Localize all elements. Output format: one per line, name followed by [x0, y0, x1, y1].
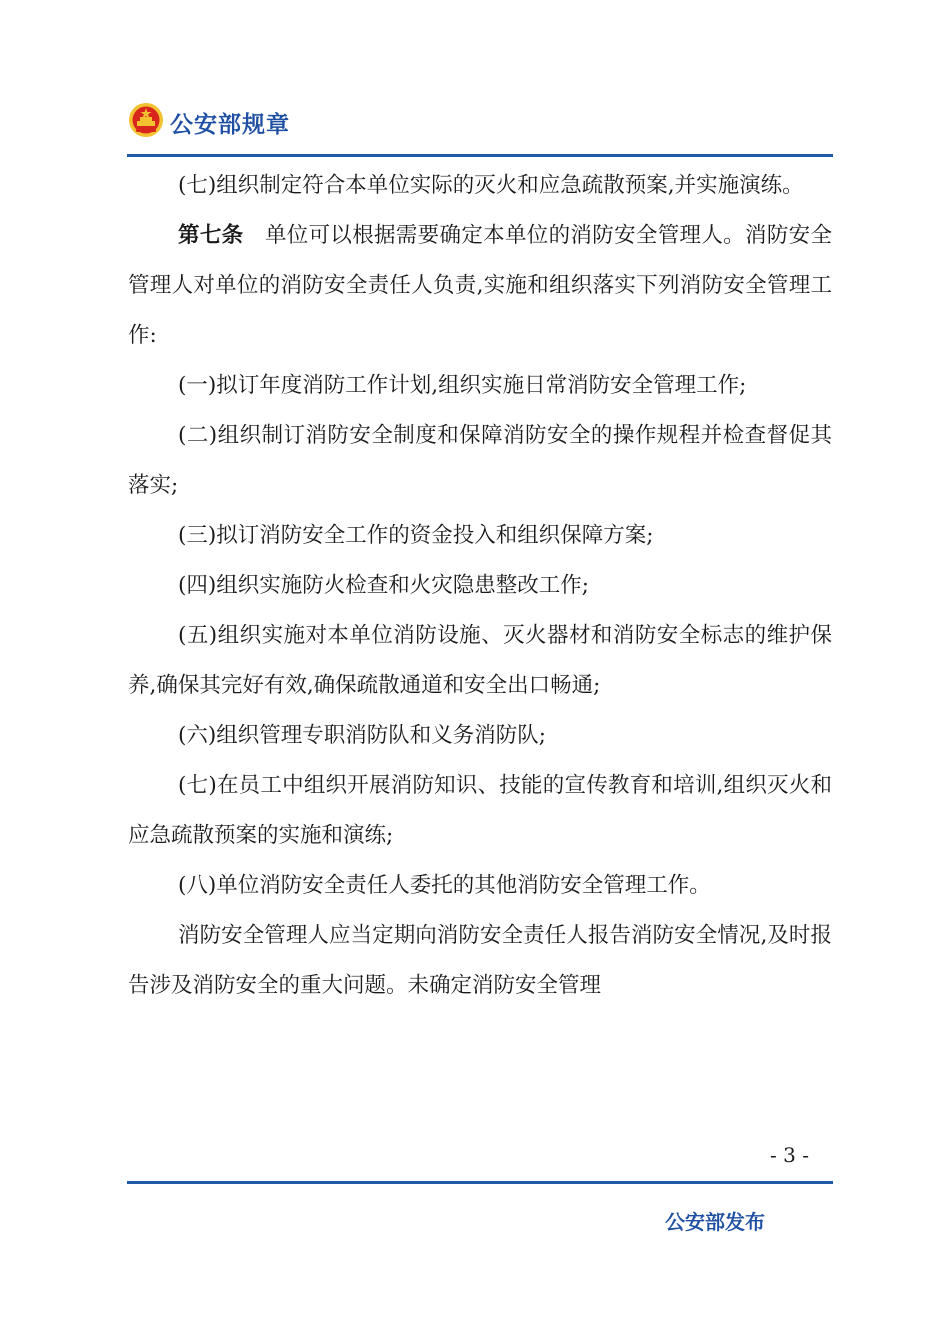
- national-emblem-icon: [128, 102, 164, 138]
- article-paragraph: [128, 211, 832, 361]
- paragraph: 消防安全管理人应当定期向消防安全责任人报告消防安全情况,及时报告涉及消防安全的重大问题。未确定消防安全管理: [128, 923, 832, 998]
- article-text: 单位可以根据需要确定本单位的消防安全管理人。消防安全管理人对单位的消防安全责任人负责,实施和组织落实下列消防安全管理工作:: [128, 223, 832, 348]
- document-body: [128, 161, 832, 1011]
- list-item: (七)在员工中组织开展消防知识、技能的宣传教育和培训,组织灭火和应急疏散预案的实施和演练;: [128, 773, 832, 848]
- footer-publisher: 公安部发布: [665, 1210, 765, 1234]
- list-item: (三)拟订消防安全工作的资金投入和组织保障方案;: [178, 523, 654, 548]
- list-item: (一)拟订年度消防工作计划,组织实施日常消防安全管理工作;: [178, 373, 747, 398]
- page-number: - 3 -: [770, 1143, 809, 1167]
- article-spacer: [243, 223, 264, 248]
- article-label: 第七条: [178, 223, 244, 248]
- page-header: [128, 100, 832, 146]
- list-item: (六)组织管理专职消防队和义务消防队;: [178, 723, 547, 748]
- header-divider: [127, 154, 833, 157]
- paragraph: (七)组织制定符合本单位实际的灭火和应急疏散预案,并实施演练。: [178, 173, 804, 198]
- footer-divider: [127, 1181, 833, 1184]
- list-item: (二)组织制订消防安全制度和保障消防安全的操作规程并检查督促其落实;: [128, 423, 832, 498]
- list-item: (五)组织实施对本单位消防设施、灭火器材和消防安全标志的维护保养,确保其完好有效,确保疏散通道和安全出口畅通;: [128, 623, 832, 698]
- list-item: (八)单位消防安全责任人委托的其他消防安全管理工作。: [178, 873, 711, 898]
- list-item: (四)组织实施防火检查和火灾隐患整改工作;: [178, 573, 590, 598]
- header-title: 公安部规章: [170, 112, 290, 138]
